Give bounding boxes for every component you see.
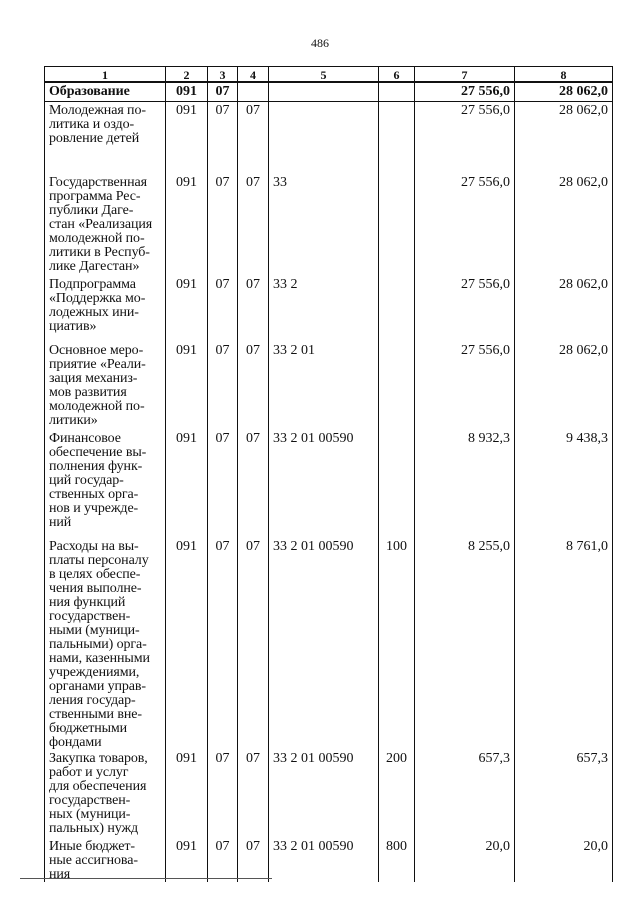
cell-expense-type	[379, 276, 415, 342]
cell-amount-year1: 8 932,3	[415, 430, 515, 538]
cell-amount-year1: 20,0	[415, 838, 515, 882]
cell-section: 07	[208, 838, 238, 882]
table-row	[45, 838, 613, 882]
cell-amount-year2: 28 062,0	[515, 276, 613, 342]
table-row	[45, 174, 613, 276]
cell-section: 07	[208, 538, 238, 750]
cell-target-article: 33 2 01 00590	[269, 430, 379, 538]
col-header-1: 1	[45, 67, 166, 83]
cell-expense-type	[379, 174, 415, 276]
cell-target-article: 33 2	[269, 276, 379, 342]
col-header-7: 7	[415, 67, 515, 83]
table-row	[45, 342, 613, 430]
cell-amount-year1: 27 556,0	[415, 102, 515, 175]
cell-subsection: 07	[238, 102, 269, 175]
table-row	[45, 276, 613, 342]
budget-table	[44, 66, 613, 882]
bottom-rule	[20, 878, 272, 879]
cell-admin-code: 091	[166, 174, 208, 276]
cell-expense-type: 100	[379, 538, 415, 750]
cell-expense-type	[379, 102, 415, 175]
cell-subsection	[238, 82, 269, 102]
cell-subsection: 07	[238, 430, 269, 538]
cell-amount-year1: 27 556,0	[415, 174, 515, 276]
cell-subsection: 07	[238, 342, 269, 430]
header-row	[45, 67, 613, 83]
cell-subsection: 07	[238, 838, 269, 882]
cell-name: Закупка товаров, работ и услуг для обеспечения государствен- ных (муници- пальных) нужд	[45, 750, 166, 838]
cell-amount-year2: 657,3	[515, 750, 613, 838]
cell-admin-code: 091	[166, 82, 208, 102]
cell-section: 07	[208, 102, 238, 175]
table-row	[45, 538, 613, 750]
cell-expense-type	[379, 430, 415, 538]
cell-section: 07	[208, 430, 238, 538]
cell-amount-year2: 28 062,0	[515, 174, 613, 276]
cell-subsection: 07	[238, 174, 269, 276]
cell-target-article: 33 2 01	[269, 342, 379, 430]
cell-amount-year2: 8 761,0	[515, 538, 613, 750]
cell-admin-code: 091	[166, 342, 208, 430]
cell-expense-type	[379, 82, 415, 102]
cell-target-article: 33	[269, 174, 379, 276]
cell-name: Молодежная по- литика и оздо- ровление детей	[45, 102, 166, 175]
cell-admin-code: 091	[166, 838, 208, 882]
cell-name: Иные бюджет- ные ассигнова- ния	[45, 838, 166, 882]
table-body	[45, 82, 613, 882]
col-header-6: 6	[379, 67, 415, 83]
cell-amount-year2: 9 438,3	[515, 430, 613, 538]
cell-amount-year1: 27 556,0	[415, 342, 515, 430]
cell-section: 07	[208, 82, 238, 102]
cell-amount-year2: 28 062,0	[515, 82, 613, 102]
cell-name: Образование	[45, 82, 166, 102]
cell-target-article: 33 2 01 00590	[269, 838, 379, 882]
cell-amount-year1: 27 556,0	[415, 82, 515, 102]
cell-expense-type: 800	[379, 838, 415, 882]
cell-amount-year2: 28 062,0	[515, 102, 613, 175]
cell-name: Государственная программа Рес- публики Даге- стан «Реализация молодежной по- литики в Респуб- лике Дагестан»	[45, 174, 166, 276]
cell-expense-type: 200	[379, 750, 415, 838]
cell-amount-year2: 28 062,0	[515, 342, 613, 430]
page-number: 486	[311, 36, 329, 50]
cell-target-article	[269, 82, 379, 102]
cell-section: 07	[208, 174, 238, 276]
cell-admin-code: 091	[166, 538, 208, 750]
cell-admin-code: 091	[166, 276, 208, 342]
cell-name: Подпрограмма «Поддержка мо- лодежных ини- циатив»	[45, 276, 166, 342]
table-row	[45, 430, 613, 538]
cell-admin-code: 091	[166, 750, 208, 838]
cell-admin-code: 091	[166, 430, 208, 538]
cell-expense-type	[379, 342, 415, 430]
table-row	[45, 82, 613, 102]
cell-amount-year1: 657,3	[415, 750, 515, 838]
cell-subsection: 07	[238, 538, 269, 750]
cell-subsection: 07	[238, 276, 269, 342]
table-row	[45, 750, 613, 838]
cell-section: 07	[208, 750, 238, 838]
cell-target-article: 33 2 01 00590	[269, 538, 379, 750]
cell-target-article	[269, 102, 379, 175]
cell-name: Основное меро- приятие «Реали- зация механиз- мов развития молодежной по- литики»	[45, 342, 166, 430]
col-header-2: 2	[166, 67, 208, 83]
cell-amount-year1: 27 556,0	[415, 276, 515, 342]
cell-name: Финансовое обеспечение вы- полнения функ- ций государ- ственных орга- нов и учрежде- ний	[45, 430, 166, 538]
cell-name: Расходы на вы- платы персоналу в целях обеспе- чения выполне- ния функций государствен- ными (муници- пальными) орга- нами, казенными учреждениями, органами управ- ления государ- ственными вне- бюджетными фондами	[45, 538, 166, 750]
col-header-5: 5	[269, 67, 379, 83]
cell-section: 07	[208, 342, 238, 430]
col-header-4: 4	[238, 67, 269, 83]
cell-target-article: 33 2 01 00590	[269, 750, 379, 838]
col-header-8: 8	[515, 67, 613, 83]
cell-amount-year2: 20,0	[515, 838, 613, 882]
cell-subsection: 07	[238, 750, 269, 838]
cell-admin-code: 091	[166, 102, 208, 175]
col-header-3: 3	[208, 67, 238, 83]
cell-section: 07	[208, 276, 238, 342]
table-row	[45, 102, 613, 175]
cell-amount-year1: 8 255,0	[415, 538, 515, 750]
